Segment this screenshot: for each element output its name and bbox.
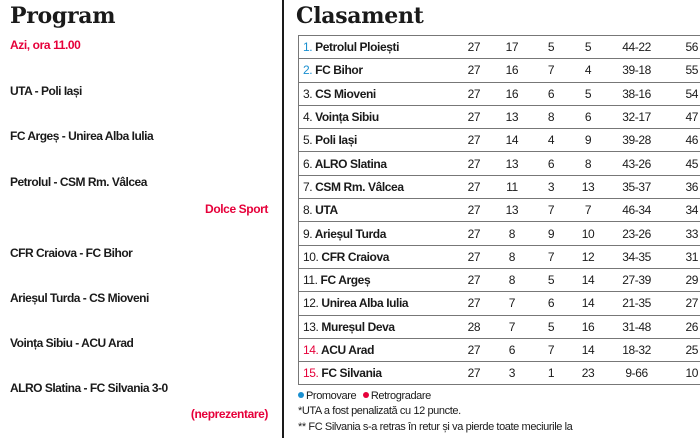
wins-cell: 11 xyxy=(491,175,533,198)
position-number: 2. xyxy=(303,63,313,78)
program-title: Program xyxy=(10,3,116,29)
wins-cell: 8 xyxy=(491,268,533,291)
wins-cell: 7 xyxy=(491,315,533,338)
fixture: CFR Craiova - FC Bihor xyxy=(10,246,133,260)
team-name: UTA xyxy=(315,203,338,218)
match-time: Azi, ora 11.00 xyxy=(10,38,81,52)
wins-cell: 16 xyxy=(491,82,533,105)
goals-cell: 32-17 xyxy=(607,105,666,128)
column-divider xyxy=(282,0,284,438)
position-number: 7. xyxy=(303,179,313,194)
team-name: Voința Sibiu xyxy=(315,110,379,125)
footnote: *UTA a fost penalizată cu 12 puncte. xyxy=(298,405,461,417)
goals-cell: 9-66 xyxy=(607,362,666,385)
points-cell: 34 xyxy=(666,199,700,222)
losses-cell: 8 xyxy=(569,152,607,175)
losses-cell: 16 xyxy=(569,315,607,338)
goals-cell: 23-26 xyxy=(607,222,666,245)
losses-cell: 14 xyxy=(569,338,607,361)
wins-cell: 8 xyxy=(491,245,533,268)
losses-cell: 6 xyxy=(569,105,607,128)
team-name: Mureșul Deva xyxy=(321,319,395,334)
standings-row xyxy=(299,222,700,245)
played-cell: 27 xyxy=(457,175,491,198)
position-number: 13. xyxy=(303,319,319,334)
losses-cell: 5 xyxy=(569,82,607,105)
team-name: Arieșul Turda xyxy=(314,226,386,241)
position-number: 5. xyxy=(303,133,313,148)
footnote: ** FC Silvania s-a retras în retur și va pierde toate meciurile la xyxy=(298,421,573,433)
played-cell: 27 xyxy=(457,222,491,245)
position-number: 9. xyxy=(303,226,313,241)
goals-cell: 34-35 xyxy=(607,245,666,268)
wins-cell: 13 xyxy=(491,105,533,128)
wins-cell: 13 xyxy=(491,152,533,175)
team-cell xyxy=(299,59,457,82)
standings-row xyxy=(299,105,700,128)
wins-cell: 8 xyxy=(491,222,533,245)
played-cell: 27 xyxy=(457,338,491,361)
draws-cell: 6 xyxy=(533,152,569,175)
wins-cell: 14 xyxy=(491,129,533,152)
draws-cell: 1 xyxy=(533,362,569,385)
team-cell xyxy=(299,362,457,385)
wins-cell: 3 xyxy=(491,362,533,385)
draws-cell: 5 xyxy=(533,36,569,59)
position-number: 1. xyxy=(303,40,313,55)
points-cell: 56 xyxy=(666,36,700,59)
position-number: 6. xyxy=(303,156,313,171)
standings-table xyxy=(298,35,700,385)
draws-cell: 3 xyxy=(533,175,569,198)
wins-cell: 17 xyxy=(491,36,533,59)
position-number: 8. xyxy=(303,203,313,218)
points-cell: 25 xyxy=(666,338,700,361)
program-column xyxy=(0,0,280,438)
points-cell: 26 xyxy=(666,315,700,338)
points-cell: 54 xyxy=(666,82,700,105)
draws-cell: 7 xyxy=(533,245,569,268)
team-name: ALRO Slatina xyxy=(314,156,387,171)
broadcaster-label: Dolce Sport xyxy=(205,202,268,216)
position-number: 11. xyxy=(303,273,318,288)
losses-cell: 9 xyxy=(569,129,607,152)
goals-cell: 44-22 xyxy=(607,36,666,59)
team-cell xyxy=(299,199,457,222)
promotion-dot-icon xyxy=(298,392,304,398)
team-cell xyxy=(299,315,457,338)
standings-row xyxy=(299,152,700,175)
standings-row xyxy=(299,338,700,361)
goals-cell: 35-37 xyxy=(607,175,666,198)
team-name: FC Argeș xyxy=(320,273,371,288)
draws-cell: 7 xyxy=(533,338,569,361)
points-cell: 33 xyxy=(666,222,700,245)
played-cell: 27 xyxy=(457,36,491,59)
played-cell: 27 xyxy=(457,268,491,291)
points-cell: 27 xyxy=(666,292,700,315)
played-cell: 27 xyxy=(457,245,491,268)
position-number: 3. xyxy=(303,86,313,101)
fixture: FC Argeș - Unirea Alba Iulia xyxy=(10,129,154,143)
points-cell: 55 xyxy=(666,59,700,82)
draws-cell: 5 xyxy=(533,268,569,291)
losses-cell: 10 xyxy=(569,222,607,245)
team-cell xyxy=(299,338,457,361)
points-cell: 10 xyxy=(666,362,700,385)
team-name: FC Silvania xyxy=(321,366,382,381)
team-name: Unirea Alba Iulia xyxy=(321,296,409,311)
losses-cell: 14 xyxy=(569,268,607,291)
standings-row xyxy=(299,268,700,291)
draws-cell: 8 xyxy=(533,105,569,128)
team-name: CFR Craiova xyxy=(321,249,390,264)
points-cell: 47 xyxy=(666,105,700,128)
draws-cell: 7 xyxy=(533,199,569,222)
team-name: CS Mioveni xyxy=(315,86,376,101)
wins-cell: 16 xyxy=(491,59,533,82)
team-name: ACU Arad xyxy=(320,343,375,357)
goals-cell: 18-32 xyxy=(607,338,666,361)
goals-cell: 21-35 xyxy=(607,292,666,315)
goals-cell: 39-28 xyxy=(607,129,666,152)
fixture: Voința Sibiu - ACU Arad xyxy=(10,336,134,350)
standings-row xyxy=(299,292,700,315)
played-cell: 27 xyxy=(457,59,491,82)
goals-cell: 46-34 xyxy=(607,199,666,222)
losses-cell: 13 xyxy=(569,175,607,198)
team-cell xyxy=(299,82,457,105)
standings-title: Clasament xyxy=(296,3,424,29)
draws-cell: 9 xyxy=(533,222,569,245)
played-cell: 27 xyxy=(457,199,491,222)
points-cell: 46 xyxy=(666,129,700,152)
played-cell: 27 xyxy=(457,129,491,152)
fixture-note: (neprezentare) xyxy=(190,407,268,421)
position-number: 12. xyxy=(303,296,319,311)
standings-row xyxy=(299,199,700,222)
standings-row xyxy=(299,175,700,198)
losses-cell: 4 xyxy=(569,59,607,82)
wins-cell: 7 xyxy=(491,292,533,315)
fixture: Arieșul Turda - CS Mioveni xyxy=(10,291,149,305)
standings-row xyxy=(299,129,700,152)
relegation-dot-icon xyxy=(363,392,369,398)
standings-legend xyxy=(298,390,431,402)
standings-row xyxy=(299,82,700,105)
goals-cell: 31-48 xyxy=(607,315,666,338)
team-name: FC Bihor xyxy=(315,63,363,78)
fixture: Petrolul - CSM Rm. Vâlcea xyxy=(10,175,147,189)
draws-cell: 6 xyxy=(533,292,569,315)
draws-cell: 6 xyxy=(533,82,569,105)
losses-cell: 7 xyxy=(569,199,607,222)
standings-row xyxy=(299,245,700,268)
position-number: 15. xyxy=(303,366,319,381)
losses-cell: 14 xyxy=(569,292,607,315)
team-name: Poli Iași xyxy=(315,133,357,148)
legend-relegation: Retrogradare xyxy=(370,390,431,402)
played-cell: 27 xyxy=(457,152,491,175)
draws-cell: 4 xyxy=(533,129,569,152)
standings-row xyxy=(299,315,700,338)
wins-cell: 13 xyxy=(491,199,533,222)
draws-cell: 7 xyxy=(533,59,569,82)
team-cell xyxy=(299,105,457,128)
goals-cell: 27-39 xyxy=(607,268,666,291)
fixture: UTA - Poli Iași xyxy=(10,84,82,98)
team-cell xyxy=(299,245,457,268)
played-cell: 27 xyxy=(457,362,491,385)
points-cell: 31 xyxy=(666,245,700,268)
standings-row xyxy=(299,362,700,385)
team-cell xyxy=(299,222,457,245)
legend-promotion: Promovare xyxy=(306,390,357,402)
position-number: 10. xyxy=(303,249,319,264)
wins-cell: 6 xyxy=(491,338,533,361)
team-cell xyxy=(299,292,457,315)
played-cell: 28 xyxy=(457,315,491,338)
team-cell xyxy=(299,152,457,175)
losses-cell: 23 xyxy=(569,362,607,385)
goals-cell: 39-18 xyxy=(607,59,666,82)
losses-cell: 12 xyxy=(569,245,607,268)
standings-row xyxy=(299,59,700,82)
team-cell xyxy=(299,268,457,291)
points-cell: 36 xyxy=(666,175,700,198)
played-cell: 27 xyxy=(457,82,491,105)
team-cell xyxy=(299,129,457,152)
team-name: CSM Rm. Vâlcea xyxy=(315,179,404,194)
points-cell: 45 xyxy=(666,152,700,175)
goals-cell: 43-26 xyxy=(607,152,666,175)
fixture: ALRO Slatina - FC Silvania 3-0 xyxy=(10,381,168,395)
points-cell: 29 xyxy=(666,268,700,291)
position-number: 4. xyxy=(303,110,313,125)
goals-cell: 38-16 xyxy=(607,82,666,105)
standings-row xyxy=(299,36,700,59)
played-cell: 27 xyxy=(457,292,491,315)
standings-column xyxy=(292,0,700,438)
position-number: 14. xyxy=(303,343,319,357)
losses-cell: 5 xyxy=(569,36,607,59)
team-cell xyxy=(299,36,457,59)
played-cell: 27 xyxy=(457,105,491,128)
draws-cell: 5 xyxy=(533,315,569,338)
team-cell xyxy=(299,175,457,198)
team-name: Petrolul Ploiești xyxy=(315,40,400,55)
